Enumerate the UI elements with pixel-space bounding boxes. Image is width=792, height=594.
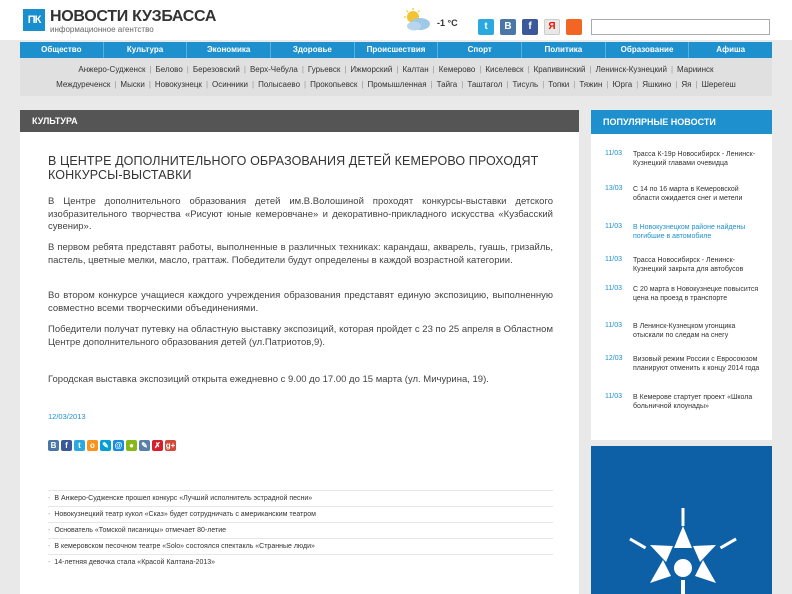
related-news [48, 490, 553, 570]
popular-news-link[interactable]: Трасса Новосибирск - Ленинск-Кузнецкий закрыта для автобусов [633, 257, 744, 273]
site-title[interactable]: НОВОСТИ КУЗБАССА [50, 8, 217, 25]
separator: | [432, 65, 435, 74]
city-link[interactable]: Яшкино [642, 80, 672, 89]
popular-news-link[interactable]: В Новокузнецком районе найдены погибшие в автомобиле [633, 224, 746, 240]
separator: | [589, 65, 592, 74]
popular-news-link[interactable]: В Кемерове стартует проект «Школа больничной клоунады» [633, 394, 753, 410]
article-date: 12/03/2013 [48, 412, 86, 421]
separator: | [205, 80, 209, 89]
advertisement-banner[interactable] [591, 446, 772, 594]
facebook-share-icon[interactable]: f [61, 440, 72, 451]
city-link[interactable]: Полысаево [258, 80, 301, 89]
bullet: - [48, 543, 51, 550]
related-news-link[interactable]: Новокузнецкий театр кукол «Сказ» будет сотрудничать с американским театром [54, 511, 316, 518]
separator: | [606, 80, 609, 89]
city-row-2 [20, 80, 772, 89]
search-input[interactable] [591, 19, 770, 35]
city-link[interactable]: Гурьевск [307, 65, 341, 74]
popular-news-link[interactable]: С 20 марта в Новокузнецке повысится цена на проезд в транспорте [633, 286, 759, 302]
city-nav [20, 58, 772, 96]
city-link[interactable]: Ижморский [350, 65, 393, 74]
article-paragraph-1: В Центре дополнительного образования детей им.В.Волошиной проходят конкурсы-выставки детского изобразительного творчества «Рисуют юные кемеровчане» и декоративно-прикладного искусства «Кузбасский сувенир». [48, 196, 553, 232]
facebook-icon[interactable]: f [522, 19, 538, 35]
related-news-item[interactable] [48, 506, 553, 522]
popular-news-link[interactable]: С 14 по 16 марта в Кемеровской области ожидается снег и метели [633, 186, 743, 202]
separator: | [396, 65, 399, 74]
related-news-link[interactable]: Основатель «Томской писаницы» отмечает 80-летие [54, 527, 226, 534]
popular-news-date: 11/03 [605, 223, 622, 230]
snowflake-logo-icon [591, 446, 772, 594]
separator: | [636, 80, 639, 89]
article-paragraph-4: Победители получат путевку на областную выставку экспозиций, которая пройдет с 23 по 25 апреля в Областном Центре дополнительного образования детей (ул.Патриотов,9). [48, 324, 553, 348]
related-news-item[interactable] [48, 522, 553, 538]
nav-item-4[interactable]: Происшествия [355, 42, 439, 58]
livejournal-share-icon[interactable]: ✎ [100, 440, 111, 451]
vk-share-icon[interactable]: B [48, 440, 59, 451]
city-link[interactable]: Мыски [120, 80, 145, 89]
article-paragraph-3: Во втором конкурсе учащиеся каждого учреждения образования представят единую экспозицию, выполненную совместно всеми творческими объединениями. [48, 290, 553, 314]
city-link[interactable]: Яя [681, 80, 692, 89]
separator: | [148, 80, 151, 89]
main-nav [20, 42, 772, 58]
popular-news-title: ПОПУЛЯРНЫЕ НОВОСТИ [591, 110, 772, 134]
separator: | [675, 80, 678, 89]
popular-news-date: 13/03 [605, 185, 623, 192]
city-link[interactable]: Мариинск [677, 65, 714, 74]
separator: | [361, 80, 364, 89]
city-link[interactable]: Прокопьевск [310, 80, 358, 89]
bullet: - [48, 527, 51, 534]
city-link[interactable]: Крапивинский [533, 65, 586, 74]
popular-news-date: 12/03 [605, 355, 623, 362]
rss-icon[interactable] [566, 19, 582, 35]
vkontakte-icon[interactable]: B [500, 19, 516, 35]
separator: | [542, 80, 545, 89]
popular-news-panel [591, 110, 772, 440]
article-paragraph-2: В первом ребята представят работы, выполненные в различных техниках: карандаш, акварель, гуашь, гризайль, пастель, цветные мелки, масло, граттаж. Победители будут определены в каждой возрастной категории. [48, 242, 553, 266]
nav-item-2[interactable]: Экономика [187, 42, 271, 58]
mail-share-icon[interactable]: @ [114, 441, 123, 450]
popular-news-date: 11/03 [605, 393, 622, 400]
separator: | [461, 80, 464, 89]
separator: | [149, 65, 152, 74]
temperature: -1 °С [437, 18, 458, 28]
separator: | [573, 80, 576, 89]
related-news-link[interactable]: 14-летняя девочка стала «Красой Калтана-2013» [54, 559, 216, 566]
related-news-link[interactable]: В кемеровском песочном театре «Solo» состоялся спектакль «Странные люди» [54, 543, 315, 550]
twitter-share-icon[interactable]: t [74, 440, 85, 451]
separator: | [695, 80, 698, 89]
header [0, 0, 792, 40]
twitter-icon[interactable]: t [478, 19, 494, 35]
city-link[interactable]: Таштагол [467, 80, 503, 89]
related-news-item[interactable] [48, 490, 553, 506]
popular-news-link[interactable]: Визовый режим России с Евросоюзом планируют отменить к концу 2014 года [633, 356, 760, 372]
nav-item-0[interactable]: Общество [20, 42, 104, 58]
site-subtitle: информационное агентство [50, 25, 154, 34]
separator: | [251, 80, 255, 89]
separator: | [301, 65, 304, 74]
city-link[interactable]: Березовский [192, 65, 240, 74]
article-panel [20, 110, 579, 594]
city-link[interactable]: Ленинск-Кузнецкий [595, 65, 667, 74]
separator: | [670, 65, 674, 74]
separator: | [243, 65, 246, 74]
separator: | [186, 65, 189, 74]
nav-item-1[interactable]: Культура [104, 42, 188, 58]
city-link[interactable]: Тайга [436, 80, 458, 89]
related-news-item[interactable] [48, 538, 553, 554]
popular-news-date: 11/03 [605, 285, 622, 292]
google-plus-share-icon[interactable]: g+ [165, 441, 176, 450]
separator: | [114, 80, 117, 89]
surfingbird-share-icon[interactable]: ✗ [152, 440, 163, 451]
related-news-item[interactable] [48, 554, 553, 570]
odnoklassniki-share-icon[interactable]: о [87, 440, 98, 451]
popular-news-link[interactable]: Трасса К-19р Новосибирск - Ленинск-Кузнецкий главами очевидца [633, 151, 756, 167]
popular-news-link[interactable]: В Ленинск-Кузнецком угонщика отыскали по следам на снегу [633, 323, 736, 339]
city-link[interactable]: Калтан [402, 65, 429, 74]
popular-news-date: 11/03 [605, 150, 622, 157]
city-link[interactable]: Киселевск [485, 65, 524, 74]
city-link[interactable]: Тисуль [512, 80, 539, 89]
city-link[interactable]: Новокузнецк [154, 80, 202, 89]
city-link[interactable]: Белово [155, 65, 183, 74]
nav-item-7[interactable]: Образование [606, 42, 690, 58]
popular-news-date: 11/03 [605, 256, 622, 263]
city-link[interactable]: Юрга [612, 80, 633, 89]
article-title: В ЦЕНТРЕ ДОПОЛНИТЕЛЬНОГО ОБРАЗОВАНИЯ ДЕТЕЙ КЕМЕРОВО ПРОХОДЯТ КОНКУРСЫ-ВЫСТАВКИ [48, 154, 539, 182]
yandex-icon[interactable]: Я [544, 19, 560, 35]
separator: | [506, 80, 509, 89]
category-bar[interactable]: КУЛЬТУРА [20, 110, 579, 132]
nav-item-6[interactable]: Политика [522, 42, 606, 58]
separator: | [430, 80, 433, 89]
city-row-1 [20, 65, 772, 74]
article-paragraph-5: Городская выставка экспозиций открыта ежедневно с 9.00 до 17.00 до 15 марта (ул. Мичурина, 19). [48, 374, 489, 385]
bullet: - [48, 559, 51, 566]
city-link[interactable]: Осинники [212, 80, 248, 89]
related-news-link[interactable]: В Анжеро-Судженске прошел конкурс «Лучший исполнитель эстрадной песни» [54, 495, 313, 502]
nav-item-8[interactable]: Афиша [716, 45, 746, 54]
city-link[interactable]: Кемерово [438, 65, 476, 74]
separator: | [527, 65, 530, 74]
logo-mark[interactable]: ПК [23, 9, 45, 31]
bullet: - [48, 495, 51, 502]
nav-item-5[interactable]: Спорт [438, 42, 522, 58]
nav-item-3[interactable]: Здоровье [271, 42, 355, 58]
city-link[interactable]: Топки [548, 80, 570, 89]
cloudy-sun-icon [402, 8, 432, 32]
share-buttons [48, 440, 176, 454]
city-link[interactable]: Шерегеш [701, 80, 736, 89]
city-link[interactable]: Междуреченск [56, 80, 111, 89]
liveinternet-share-icon[interactable]: ● [126, 440, 137, 451]
bullet: - [48, 511, 51, 518]
blogger-share-icon[interactable]: ✎ [139, 440, 150, 451]
city-link[interactable]: Тяжин [579, 80, 603, 89]
separator: | [344, 65, 347, 74]
popular-news-date: 11/03 [605, 322, 622, 329]
separator: | [304, 80, 307, 89]
city-link[interactable]: Верх-Чебула [249, 65, 298, 74]
city-link[interactable]: Промышленная [367, 80, 427, 89]
separator: | [479, 65, 482, 74]
city-link[interactable]: Анжеро-Судженск [78, 65, 146, 74]
